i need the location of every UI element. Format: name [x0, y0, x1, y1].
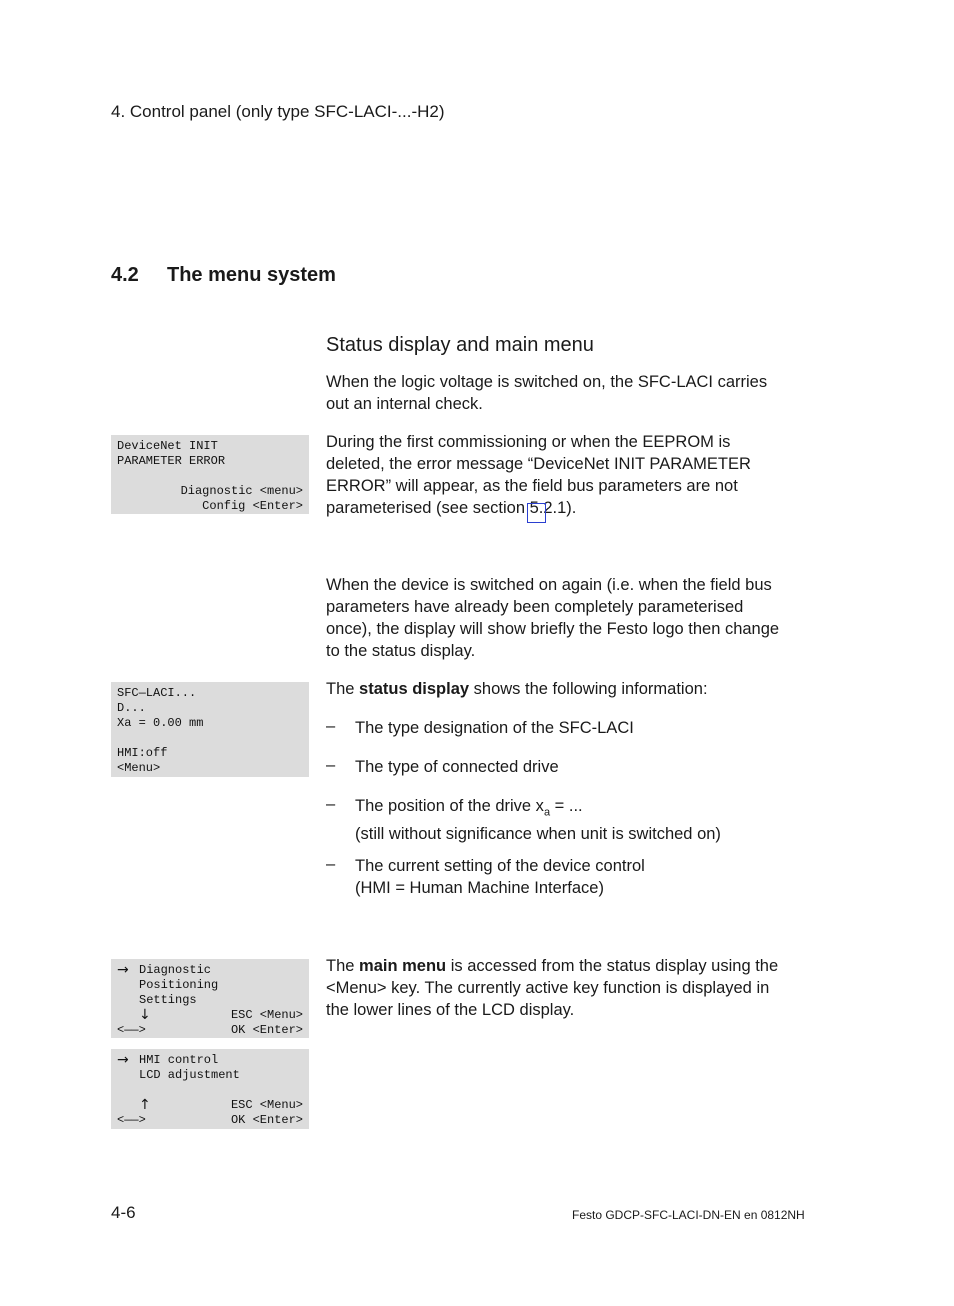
- lcd-line: Xa = 0.00 mm: [117, 716, 204, 730]
- section-number: 4.2: [111, 264, 139, 286]
- left-right-indicator: <——>: [117, 1113, 146, 1127]
- text-line: When the device is switched on again (i.e. when the field bus: [326, 576, 772, 594]
- text-run: The: [326, 680, 360, 698]
- arrow-down-icon: ↓: [139, 1007, 151, 1023]
- text-line: During the first commissioning or when the EEPROM is: [326, 433, 731, 451]
- text-line: the lower lines of the LCD display.: [326, 1001, 575, 1019]
- ok-key-label: OK <Enter>: [230, 1113, 303, 1127]
- text-line: parameters have already been completely parameterised: [326, 598, 744, 616]
- paragraph-main-menu: [326, 955, 806, 1021]
- arrow-right-icon: →: [117, 962, 129, 978]
- left-right-indicator: <——>: [117, 1023, 146, 1037]
- lcd-line: Diagnostic <menu>: [180, 484, 303, 498]
- text-run: is accessed from the status display using the: [446, 957, 779, 975]
- subscript: a: [543, 806, 551, 819]
- bullet-item: [355, 795, 815, 845]
- menu-item: Positioning: [139, 978, 219, 992]
- lcd-line: PARAMETER ERROR: [117, 454, 226, 468]
- arrow-right-icon: →: [117, 1052, 129, 1068]
- bold-term: main menu: [359, 957, 447, 975]
- esc-key-label: ESC <Menu>: [230, 1098, 303, 1112]
- menu-item: LCD adjustment: [139, 1068, 240, 1082]
- lcd-main-menu-2: [111, 1049, 309, 1129]
- lcd-line: <Menu>: [117, 761, 161, 775]
- lcd-status-display: [111, 682, 309, 777]
- bullet-dash: –: [326, 717, 336, 735]
- ok-key-label: OK <Enter>: [230, 1023, 303, 1037]
- text-run: The position of the drive x: [355, 797, 544, 815]
- lcd-line: [117, 731, 303, 746]
- arrow-up-icon: ↑: [139, 1097, 151, 1113]
- bullet-dash: –: [326, 756, 336, 774]
- section-link-box[interactable]: [527, 503, 546, 523]
- bullet-dash: –: [326, 795, 336, 813]
- text-line: (still without significance when unit is switched on): [355, 825, 721, 844]
- text-line: out an internal check.: [326, 395, 483, 413]
- menu-item: HMI control: [139, 1053, 219, 1067]
- bullet-item: The type of connected drive: [355, 758, 559, 776]
- paragraph-status-display: [326, 678, 806, 700]
- text-line: once), the display will show briefly the Festo logo then change: [326, 620, 780, 638]
- text-line: <Menu> key. The currently active key function is displayed in: [326, 979, 770, 997]
- page-number: 4-6: [111, 1203, 136, 1222]
- menu-item: Settings: [139, 993, 197, 1007]
- paragraph-first-commissioning: [326, 431, 806, 519]
- section-title: The menu system: [167, 264, 336, 286]
- text-line: The current setting of the device control: [355, 857, 645, 875]
- text-line: parameterised (see section 5.2.1).: [326, 499, 577, 517]
- text-line: [326, 955, 806, 977]
- text-line: When the logic voltage is switched on, the SFC-LACI carries: [326, 373, 768, 391]
- lcd-line: Config <Enter>: [202, 499, 303, 513]
- text-line: [355, 795, 815, 823]
- text-line: (HMI = Human Machine Interface): [355, 879, 604, 897]
- text-line: to the status display.: [326, 642, 476, 660]
- lcd-line: DeviceNet INIT: [117, 439, 218, 453]
- lcd-main-menu-1: [111, 959, 309, 1038]
- paragraph-switched-on-again: [326, 574, 806, 662]
- bullet-dash: –: [326, 855, 336, 873]
- esc-key-label: ESC <Menu>: [230, 1008, 303, 1022]
- text-line: deleted, the error message “DeviceNet INIT PARAMETER: [326, 455, 751, 473]
- lcd-error-display: [111, 435, 309, 514]
- paragraph-logic-voltage: [326, 371, 806, 415]
- text-run: shows the following information:: [469, 680, 708, 698]
- menu-item: Diagnostic: [139, 963, 212, 977]
- bold-term: status display: [359, 680, 470, 698]
- bullet-item: The type designation of the SFC-LACI: [355, 719, 634, 737]
- subheading: Status display and main menu: [326, 334, 594, 356]
- text-run: The: [326, 957, 360, 975]
- lcd-line: SFC—LACI...: [117, 686, 197, 700]
- bullet-item: [355, 855, 815, 899]
- lcd-line: [117, 469, 303, 484]
- text-run: = ...: [550, 797, 583, 815]
- text-line: ERROR” will appear, as the field bus parameters are not: [326, 477, 738, 495]
- document-reference: Festo GDCP-SFC-LACI-DN-EN en 0812NH: [572, 1208, 805, 1222]
- running-head: 4. Control panel (only type SFC-LACI-...-H2): [111, 102, 445, 121]
- lcd-line: D...: [117, 701, 146, 715]
- lcd-line: HMI:off: [117, 746, 168, 760]
